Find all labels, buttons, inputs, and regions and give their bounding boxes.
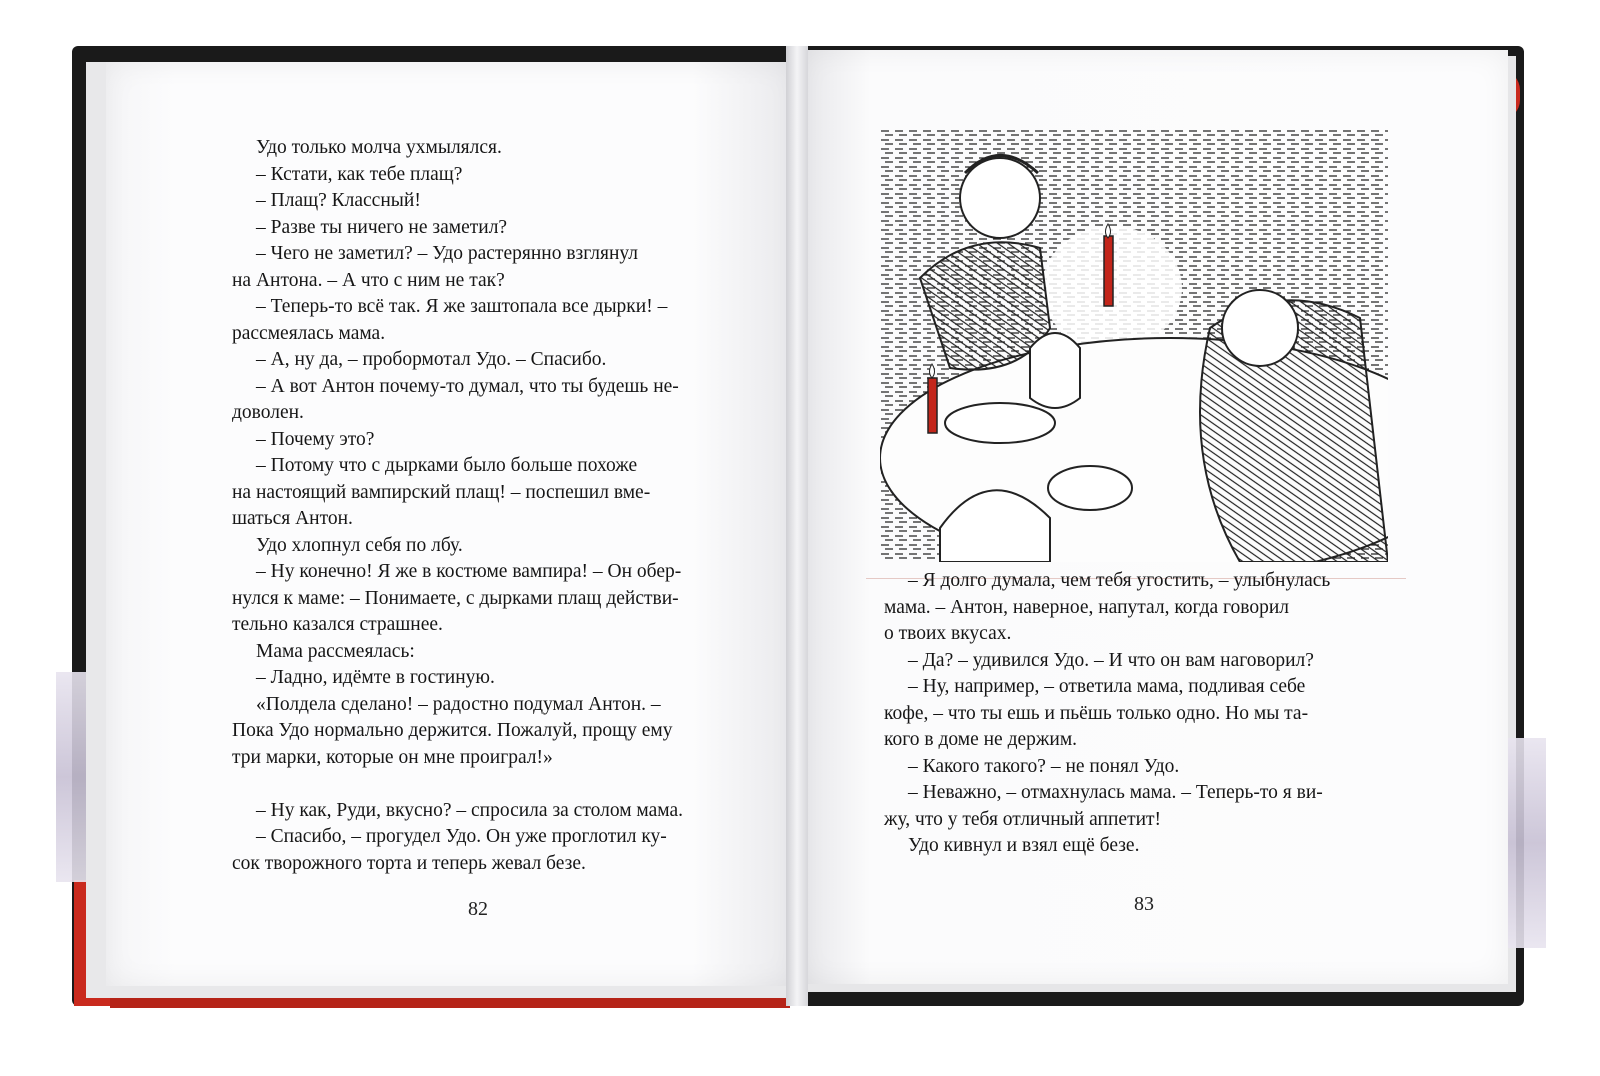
boy-head — [1222, 290, 1298, 366]
book-spine — [786, 46, 808, 1006]
text-line: жу, что у тебя отличный аппетит! — [884, 808, 1162, 830]
text-line: Пока Удо нормально держится. Пожалуй, прощу ему — [232, 720, 673, 741]
candle-front — [928, 378, 937, 433]
section-break — [232, 771, 732, 798]
text-line: нулся к маме: – Понимаете, с дырками плащ действи- — [232, 587, 679, 609]
text-line: шаться Антон. — [232, 508, 353, 529]
text-line: – Да? – удивился Удо. – И что он вам наговорил? — [908, 649, 1314, 671]
bookmark-tab-right — [1508, 738, 1546, 948]
text-line: – Разве ты ничего не заметил? — [256, 216, 508, 238]
left-page-text — [232, 135, 732, 877]
text-line: Удо только молча ухмылялся. — [256, 137, 502, 158]
text-line: кофе, – что ты ешь и пьёшь только одно. Но мы та- — [884, 702, 1309, 724]
text-line: – Чего не заметил? – Удо растерянно взглянул — [256, 243, 639, 264]
page-number-left: 82 — [468, 898, 488, 920]
text-line: – Почему это? — [256, 428, 375, 450]
text-line: – Какого такого? – не понял Удо. — [908, 755, 1180, 777]
candle-back — [1104, 236, 1113, 306]
text-line: Удо кивнул и взял ещё безе. — [908, 835, 1140, 856]
right-page-text — [884, 568, 1389, 860]
text-line: – Ладно, идёмте в гостиную. — [256, 667, 495, 688]
text-line: сок творожного торта и теперь жевал безе. — [232, 852, 586, 874]
cake — [945, 403, 1055, 443]
text-line: – Я долго думала, чем тебя угостить, – улыбнулась — [908, 570, 1331, 591]
text-line: – Теперь-то всё так. Я же заштопала все дырки! – — [256, 296, 668, 317]
text-line: – Ну как, Руди, вкусно? – спросила за столом мама. — [256, 799, 684, 821]
text-line: рассмеялась мама. — [232, 322, 386, 344]
text-line: – Плащ? Классный! — [256, 190, 421, 211]
text-line: Удо хлопнул себя по лбу. — [256, 534, 463, 556]
illustration — [880, 128, 1388, 562]
text-line: о твоих вкусах. — [884, 623, 1012, 644]
text-line: – Потому что с дырками было больше похоже — [256, 455, 638, 476]
coffee-pot — [1030, 333, 1080, 408]
text-line: – Ну конечно! Я же в костюме вампира! – Он обер- — [256, 561, 682, 582]
bookmark-tab-left — [56, 672, 86, 882]
text-line: – Ну, например, – ответила мама, подливая себе — [908, 676, 1306, 697]
text-line: доволен. — [232, 402, 304, 423]
text-line: три марки, которые он мне проиграл!» — [232, 746, 553, 768]
text-line: тельно казался страшнее. — [232, 614, 443, 635]
text-line: – Неважно, – отмахнулась мама. – Теперь-то я ви- — [908, 782, 1323, 803]
text-line: мама. – Антон, наверное, напутал, когда говорил — [884, 596, 1290, 618]
text-line: – А вот Антон почему-то думал, что ты будешь не- — [256, 375, 679, 397]
mother-head — [960, 158, 1040, 238]
plate-meringues — [1048, 466, 1132, 510]
page-number-right: 83 — [1134, 893, 1154, 915]
text-line: «Полдела сделано! – радостно подумал Антон. – — [256, 693, 661, 715]
text-line: на Антона. – А что с ним не так? — [232, 269, 505, 291]
text-line: Мама рассмеялась: — [256, 640, 415, 662]
text-line: кого в доме не держим. — [884, 729, 1078, 750]
text-line: – Спасибо, – прогудел Удо. Он уже проглотил ку- — [256, 826, 667, 847]
text-line: – Кстати, как тебе плащ? — [256, 163, 463, 185]
text-line: – А, ну да, – пробормотал Удо. – Спасибо. — [256, 349, 607, 370]
text-line: на настоящий вампирский плащ! – поспешил вме- — [232, 481, 651, 503]
